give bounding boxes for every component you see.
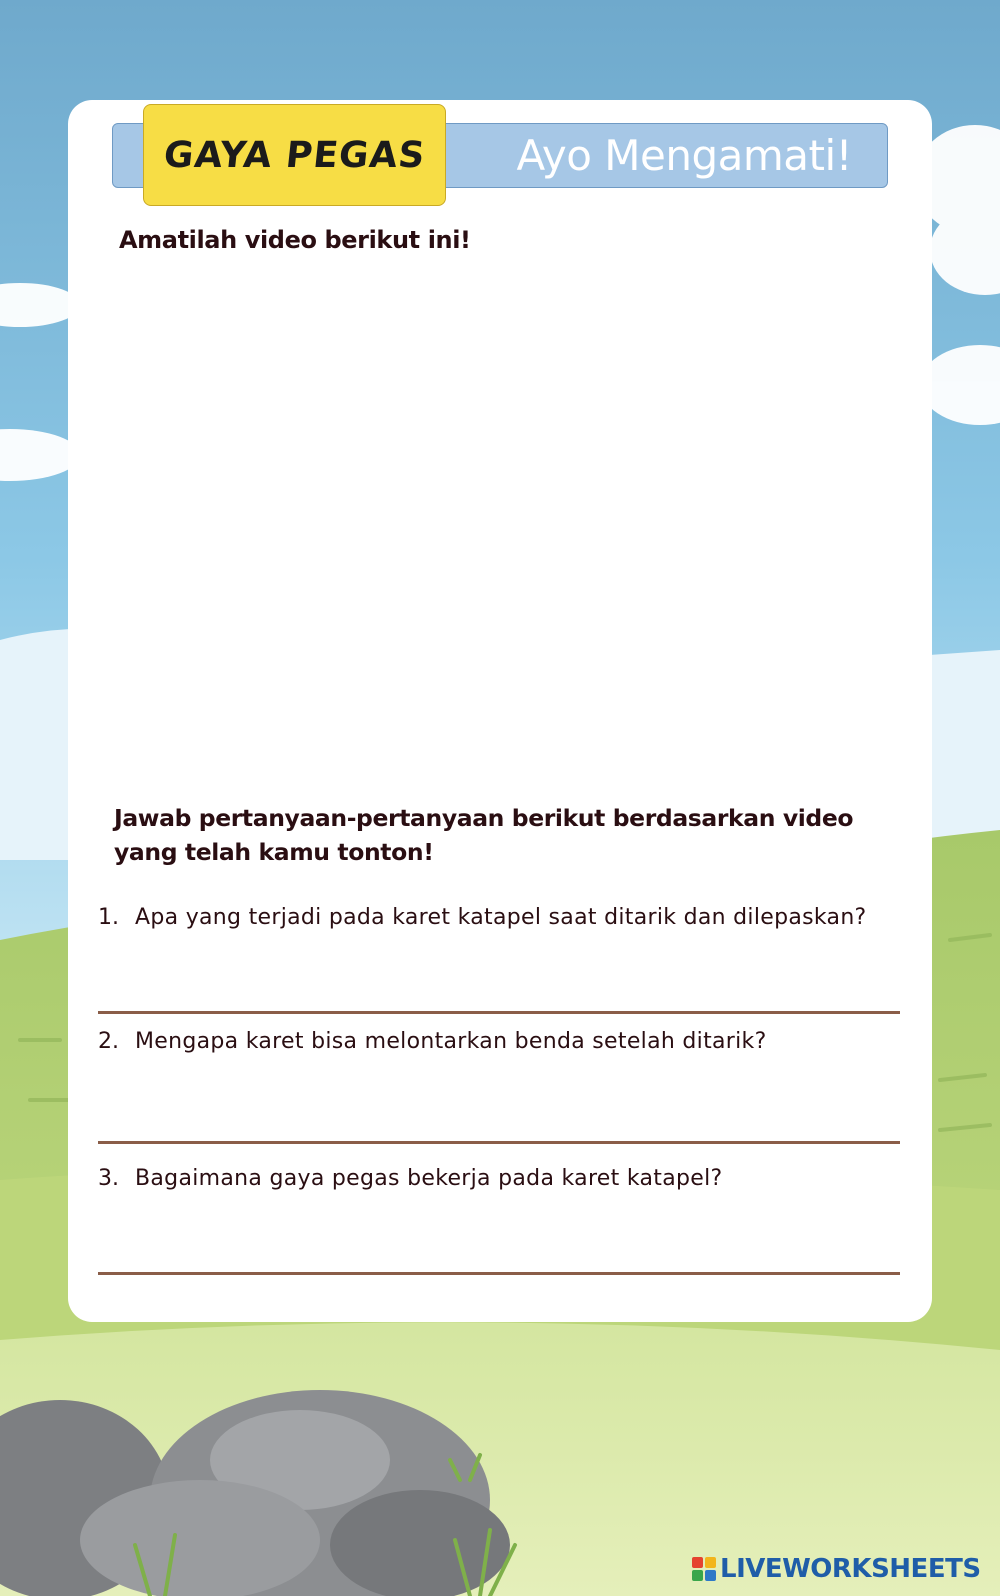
question-item-2 bbox=[98, 1025, 900, 1061]
question-text: Bagaimana gaya pegas bekerja pada karet katapel? bbox=[135, 1166, 723, 1191]
question-item-3 bbox=[98, 1162, 900, 1198]
section-subtitle: Ayo Mengamati! bbox=[516, 131, 852, 180]
answer-line-1[interactable] bbox=[98, 1011, 900, 1014]
question-text: Apa yang terjadi pada karet katapel saat ditarik dan dilepaskan? bbox=[135, 905, 867, 930]
liveworksheets-brand[interactable] bbox=[692, 1554, 981, 1584]
video-embed-area[interactable] bbox=[100, 270, 900, 770]
observe-instruction: Amatilah video berikut ini! bbox=[119, 226, 471, 254]
liveworksheets-logo-icon bbox=[692, 1557, 716, 1581]
answer-line-3[interactable] bbox=[98, 1272, 900, 1275]
answer-line-2[interactable] bbox=[98, 1141, 900, 1144]
brand-name: LIVEWORKSHEETS bbox=[720, 1554, 981, 1584]
questions-prompt: Jawab pertanyaan-pertanyaan berikut berdasarkan video yang telah kamu tonton! bbox=[114, 804, 854, 866]
question-number: 3. bbox=[98, 1166, 119, 1191]
question-item-1 bbox=[98, 901, 900, 971]
topic-badge bbox=[143, 104, 446, 206]
question-number: 1. bbox=[98, 905, 119, 930]
rocks bbox=[0, 1390, 510, 1596]
topic-title: GAYA PEGAS bbox=[161, 134, 428, 176]
question-text: Mengapa karet bisa melontarkan benda setelah ditarik? bbox=[135, 1029, 767, 1054]
question-number: 2. bbox=[98, 1029, 119, 1054]
